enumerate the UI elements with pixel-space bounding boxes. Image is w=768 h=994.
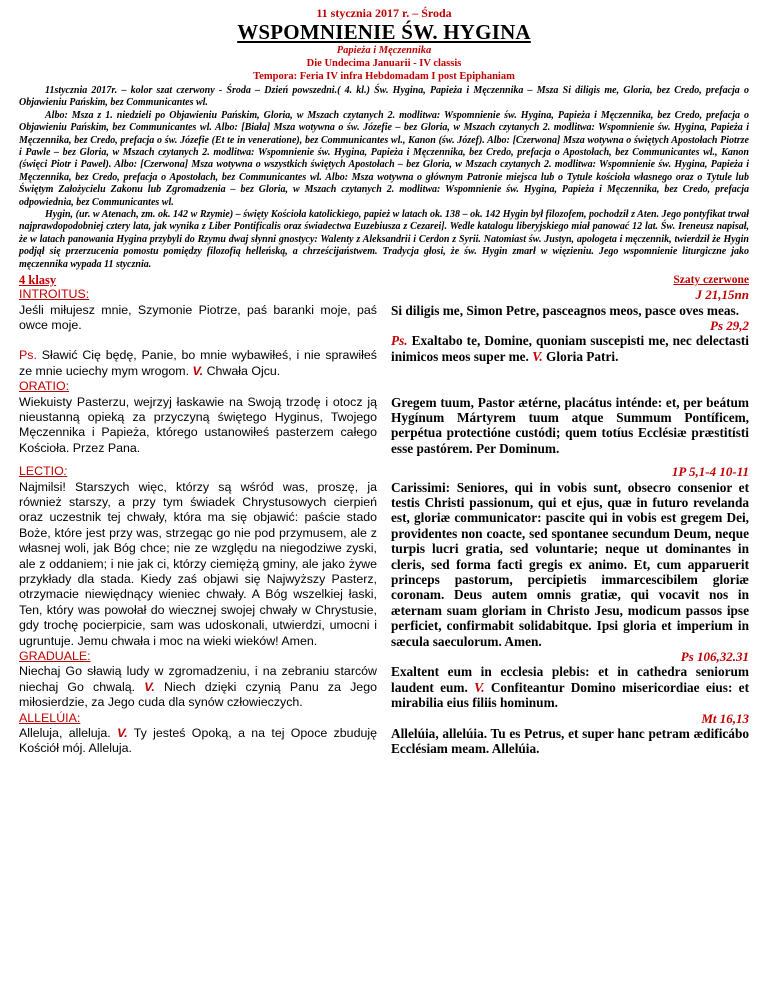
introitus-psalm-pl: Ps. Sławić Cię będę, Panie, bo mnie wybawiłeś, i nie sprawiłeś ze mnie uciechy mym wrogom. V. Chwała Ojcu. — [19, 348, 377, 378]
lectio-polish — [19, 464, 377, 649]
graduale-section — [19, 649, 749, 711]
lectio-section — [19, 464, 749, 649]
oratio-la-text: Gregem tuum, Pastor ætérne, placátus inténde: et, per beátum Hygínum Mártyrem tuum atque Summum Pontíficem, perpétua protectióne custódi; quem totíus Ecclésiæ præstitísti esse pastórem. Per Dominum. — [391, 394, 749, 456]
lectio-latin — [391, 464, 749, 649]
tempora-line: Tempora: Feria IV infra Hebdomadam I post Epiphaniam — [253, 71, 515, 82]
lectio-heading: LECTIO: — [19, 464, 68, 479]
versicle-mark: V. — [474, 679, 485, 695]
lectio-pl-text: Najmilsi! Starszych więc, którzy są wśród was, proszę, ja również starszy, a przy tym świadek Chrystusowych cierpień oraz uczestnik tej chwały, która ma się objawić: paście stado Boże, które jest przy was, strzegąc go nie pod przymusem, ale z własnej woli, jak Bóg chce; nie ze względu na niegodziwe zyski, ale z oddaniem; i nie jak ci, którzy ciemiężą gminy, ale jako żywe przykłady dla stada. Kiedy zaś objawi się Najwyższy Pasterz, otrzymacie niewiędnący wieniec chwały. A Bóg wszelkiej łaski, Ten, który was powołał do wiecznej swojej chwały w Chrystusie, gdy trochę pocierpicie, sam was udoskonali, utwierdzi, umocni i ugruntuje. Jemu chwała i moc na wieki wieków! Amen. — [19, 479, 377, 648]
versicle-mark: V. — [532, 348, 543, 364]
rubric-intro: 11stycznia 2017r. – kolor szat czerwony - Środa – Dzień powszedni.( 4. kl.) Św. Hygina, Papieża i Męczennika – Msza Si diligis me, Gloria, bez Credo, prefacja o Objawieniu Pańskim, bez Communicantes wl. — [19, 85, 749, 109]
date-line: 11 stycznia 2017 r. – Środa — [316, 6, 452, 20]
lectio-la-text: Carissimi: Seniores, qui in vobis sunt, obsecro consenior et testis Christi passionum, qui et ejus, quæ in futuro revelanda est, gloriæ communicator: pascite qui in vobis est gregem Dei, providentes non coacte, sed spontanee secundum Deum, neque turpis lucri gratia, sed voluntarie; neque ut dominantes in cleris, sed forma facti gregis ex animo. Et, cum apparuerit princeps pastorum, percipietis immarcescibilem gloriæ coronam. Deus autem omnis gratiæ, qui vocavit nos in æternam suam gloriam in Christo Jesu, modicum passos ipse perficiet, confirmabit solidabitque. Ipsi gloria et imperium in sæcula saeculorum. Amen. — [391, 479, 749, 649]
lectio-ref: 1P 5,1-4 10-11 — [671, 464, 749, 480]
graduale-latin — [391, 649, 749, 711]
versicle-mark: V. — [192, 363, 204, 378]
introitus-psalm-la: Ps. Exaltabo te, Domine, quoniam suscepisti me, nec delectasti inimicos meos super me. V. Gloria Patri. — [391, 333, 749, 364]
vestments-label: Szaty czerwone — [673, 274, 749, 287]
versicle-mark: V. — [117, 726, 128, 741]
introitus-polish — [19, 287, 377, 379]
alleluia-la-text: Allelúia, allelúia. Tu es Petrus, et super hanc petram ædificábo Ecclésiam meam. Allelúia. — [391, 726, 749, 757]
missal-page — [19, 6, 749, 757]
introitus-la-text: Si diligis me, Simon Petre, pasceagnos meos, pasce oves meas. — [391, 302, 740, 318]
oratio-heading: ORATIO: — [19, 379, 70, 394]
alleluia-latin — [391, 711, 749, 757]
ps-mark: Ps. — [391, 333, 408, 349]
introitus-pl-text: Jeśli miłujesz mnie, Szymonie Piotrze, paś baranki moje, paś owce moje. — [19, 302, 377, 332]
introitus-ref: J 21,15nn — [695, 287, 749, 303]
rubric-bio: Hygin, (ur. w Atenach, zm. ok. 142 w Rzymie) – święty Kościoła katolickiego, papież w latach ok. 138 – ok. 142 Hygin był filozofem, pochodził z Aten. Jego pontyfikat trwał najprawdopodobniej cztery lata, jak wynika z Liber Pontificalis oraz świadectwa Euzebiusza z Cezarei]. Wedle katalogu liberyjskiego miał panować 12 lat. Św. Ireneusz napisał, że w latach panowania Hygina przybyli do Rzymu dwaj słynni gnostycy: Walenty z Aleksandrii i Cerdon z Syrii. Natomiast św. Justyn, apologeta i męczennik, twierdził że Hygin podjął się przerzucenia pomostu pomiędzy filozofią helleńską, a chrześcijaństwem. Tradycja głosi, że św. Hygin zmarł w więzieniu. Jego wspomnienie liturgiczne jako męczennika wypada 11 stycznia. — [19, 209, 749, 270]
class-row — [19, 273, 749, 287]
alleluia-section — [19, 711, 749, 757]
introitus-latin — [391, 287, 749, 379]
page-title: WSPOMNIENIE ŚW. HYGINA — [237, 20, 531, 44]
oratio-section — [19, 379, 749, 456]
introitus-psalm-ref: Ps 29,2 — [710, 317, 749, 333]
alleluia-heading: ALLELÚIA: — [19, 710, 81, 725]
graduale-ref: Ps 106,32.31 — [680, 649, 749, 665]
rubric-albo: Albo: Msza z 1. niedzieli po Objawieniu Pańskim, Gloria, w Mszach czytanych 2. modlitwa: Wspomnienie św. Hygina, Papieża i Męczennika, bez Credo, prefacja o Objawieniu Pańskim, bez Communicantes wl. Albo: [Biała] Msza wotywna o św. Józefie – bez Gloria, w Mszach czytanych 2. modlitwa: Wspomnienie św. Hygina, Papieża i Męczennika, bez Credo, prefacja o św. Józefie (Et te in veneratione), bez Communicantes wl., Kanon (św. Józef). Albo: [Czerwona] Msza wotywna o świętych Apostołach Piotrze i Pawle – bez Gloria, w Mszach czytanych 2. modlitwa: Wspomnienie św. Hygina, Papieża i Męczennika, bez Credo, prefacja o Apostołach, bez Communicantes wl., Kanon (święci Piotr i Paweł). Albo: [Czerwona] Msza wotywna o wszystkich świętych Apostołach – bez Gloria, w Mszach czytanych 2. modlitwa: Wspomnienie św. Hygina, Papieża i Męczennika, bez Credo, prefacja o Apostołach, bez Communicantes wl. Albo: Msza wotywna o głównym Patronie miejsca lub o Tytule kościoła własnego oraz o Tytule lub Świętym Założycielu Zakonu lub Zgromadzenia – bez Gloria, w Mszach czytanych 2. modlitwa: Wspomnienie św. Hygina, Papieża i Męczennika, bez Credo, prefacja odpowiednia, bez Communicantes wl. — [19, 109, 749, 208]
classis-line: Die Undecima Januarii - IV classis — [306, 58, 462, 69]
ps-mark: Ps. — [19, 348, 37, 363]
introitus-heading: INTROITUS: — [19, 287, 90, 302]
alleluia-pl-text: Alleluja, alleluja. V. Ty jesteś Opoką, a na tej Opoce zbuduję Kościół mój. Alleluja. — [19, 726, 378, 756]
versicle-mark: V. — [144, 679, 155, 694]
oratio-latin — [391, 379, 749, 456]
oratio-pl-text: Wiekuisty Pasterzu, wejrzyj łaskawie na Swoją trzodę i otocz ją nieustanną opieką za przyczyną świętego Hyginus, Twojego Męczennika i Papieża, którego ustanowiłeś pasterzem całego Kościoła. Przez Pana. — [19, 394, 377, 455]
graduale-polish — [19, 649, 377, 711]
class-label: 4 klasy — [19, 273, 57, 288]
introitus-section — [19, 287, 749, 379]
subtitle: Papieża i Męczennika — [336, 45, 432, 56]
graduale-heading: GRADUALE: — [19, 649, 91, 664]
graduale-la-text: Exaltent eum in ecclesia plebis: et in cathedra seniorum laudent eum. V. Confiteantur Domino misericordiae eius: et mirabilia eius filiis hominum. — [391, 664, 749, 711]
graduale-pl-text: Niechaj Go sławią ludy w zgromadzeniu, i na zebraniu starców niechaj Go chwalą. V. Niech dzięki czynią Panu za Jego miłosierdzie, za Jego cuda dla synów człowieczych. — [19, 664, 377, 710]
alleluia-polish — [19, 711, 377, 757]
oratio-polish — [19, 379, 377, 456]
alleluia-ref: Mt 16,13 — [701, 710, 749, 726]
